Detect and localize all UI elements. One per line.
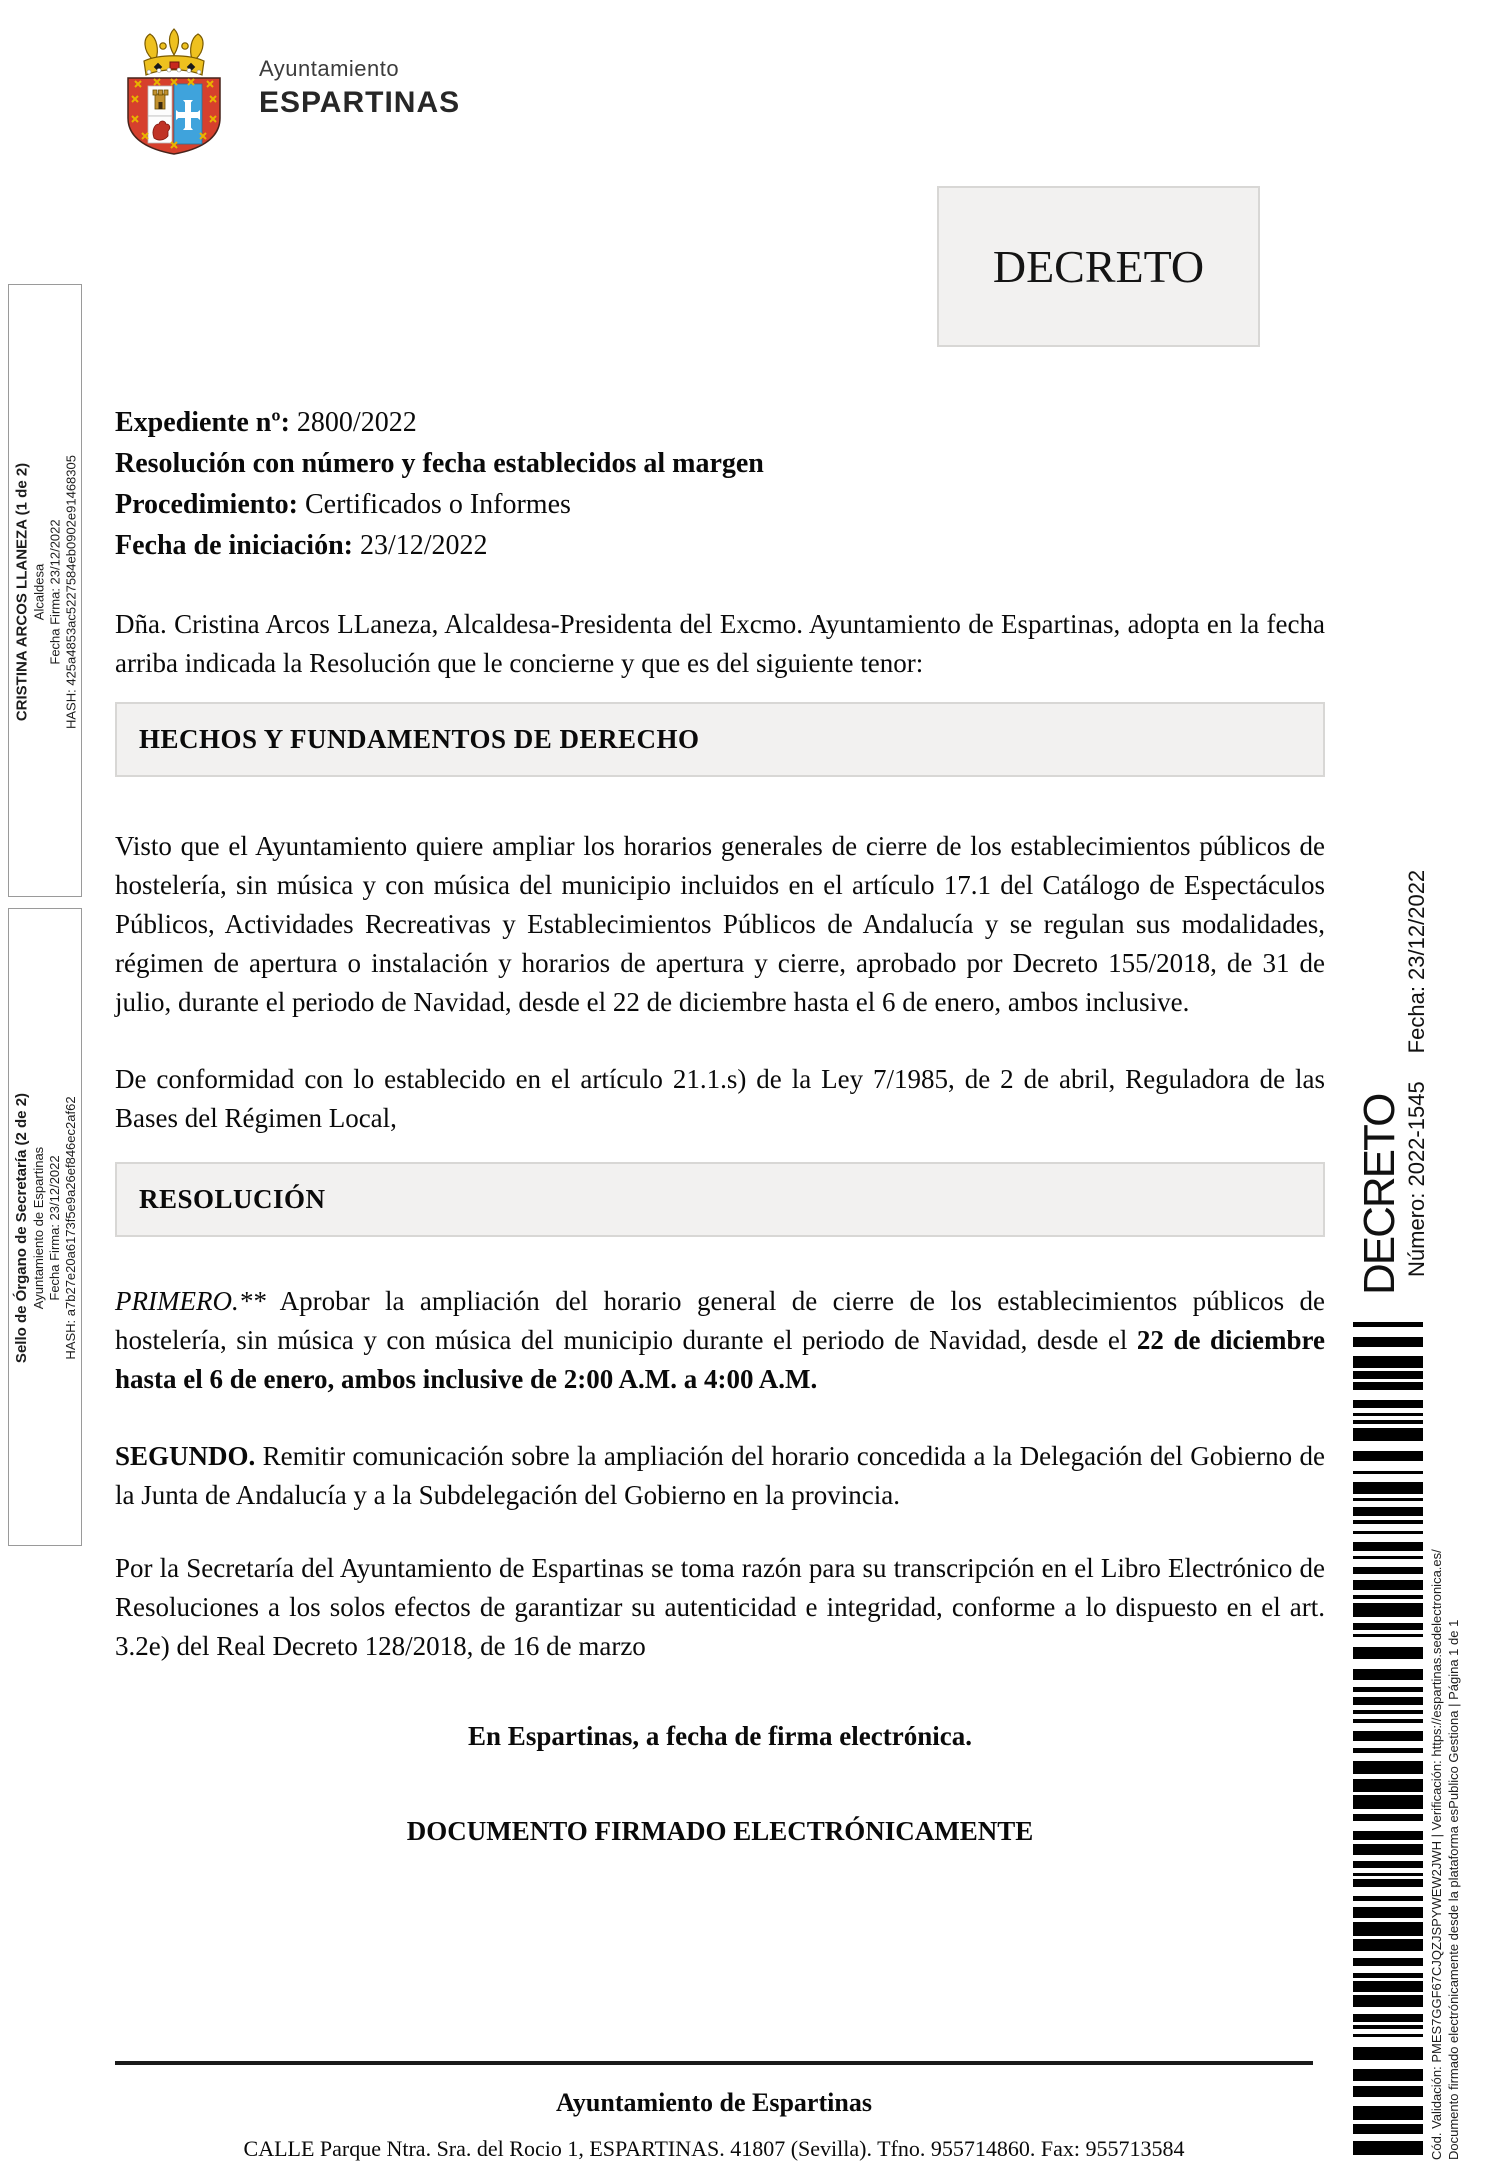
segundo-paragraph: SEGUNDO. Remitir comunicación sobre la ampliación del horario concedida a la Delegación del Gobierno de la Junta de Andalucía y a la Subdelegación del Gobierno en la provincia. bbox=[115, 1441, 1325, 1510]
signature-stamp-secretaria bbox=[8, 908, 82, 1546]
stamp2-role: Ayuntamiento de Espartinas bbox=[31, 1146, 46, 1310]
section-hechos-header: HECHOS Y FUNDAMENTOS DE DERECHO bbox=[115, 702, 1325, 777]
stamp1-role: Alcaldesa bbox=[31, 563, 46, 620]
document-body bbox=[115, 0, 1325, 1851]
validation-code-line: Cód. Validación: PMES7GGF67CJQZJSPYWEW2JWH | Verificación: https://espartinas.sedelectronica.es/ bbox=[1429, 1549, 1444, 2160]
stamp2-name: Sello de Órgano de Secretaría (2 de 2) bbox=[13, 1092, 30, 1364]
decreto-title: DECRETO bbox=[992, 241, 1205, 292]
margin-fecha: Fecha: 23/12/2022 bbox=[1404, 869, 1429, 1054]
primero-paragraph: PRIMERO.** Aprobar la ampliación del horario general de cierre de los establecimientos públicos de hostelería, sin música y con música del municipio durante el periodo de Navidad, desde el 22 de diciembre hasta el 6 de enero, ambos inclusive de 2:00 A.M. a 4:00 A.M. bbox=[115, 1286, 1325, 1394]
expediente-block bbox=[115, 402, 1325, 566]
segundo-label: SEGUNDO. bbox=[115, 1441, 256, 1471]
signed-electronically-line: DOCUMENTO FIRMADO ELECTRÓNICAMENTE bbox=[406, 1816, 1034, 1846]
fecha-iniciacion-line: Fecha de iniciación: 23/12/2022 bbox=[115, 530, 488, 561]
stamp2-date: Fecha Firma: 23/12/2022 bbox=[47, 1155, 62, 1301]
platform-line: Documento firmado electrónicamente desde la plataforma esPublico Gestiona | Página 1 de 1 bbox=[1446, 1619, 1461, 2160]
footer-divider bbox=[115, 2061, 1313, 2065]
procedimiento-line: Procedimiento: Certificados o Informes bbox=[115, 489, 571, 520]
logo-org-name: ESPARTINAS bbox=[259, 86, 461, 119]
stamp2-hash: HASH: a7b27e20a6173f5e9a26ef846ec2af62 bbox=[63, 1096, 78, 1360]
margin-fine-print bbox=[1428, 1385, 1463, 2160]
footer-org-name: Ayuntamiento de Espartinas bbox=[556, 2088, 872, 2117]
stamp1-name: CRISTINA ARCOS LLANEZA (1 de 2) bbox=[13, 462, 30, 721]
stamp1-date: Fecha Firma: 23/12/2022 bbox=[47, 518, 62, 665]
secretaria-paragraph: Por la Secretaría del Ayuntamiento de Espartinas se toma razón para su transcripción en el Libro Electrónico de Resoluciones a los solos efectos de garantizar su autenticidad e integridad, conforme a lo dispuesto en el art. 3.2e) del Real Decreto 128/2018, de 16 de marzo bbox=[115, 1553, 1325, 1661]
primero-label: PRIMERO.** bbox=[115, 1286, 266, 1316]
margin-numero-fecha bbox=[1404, 855, 1430, 1277]
resolucion-line: Resolución con número y fecha establecidos al margen bbox=[115, 448, 764, 479]
signature-stamp-alcaldesa bbox=[8, 284, 82, 897]
section-resolucion-header: RESOLUCIÓN bbox=[115, 1162, 1325, 1237]
barcode bbox=[1353, 1322, 1423, 2155]
footer-address: CALLE Parque Ntra. Sra. del Rocio 1, ESPARTINAS. 41807 (Sevilla). Tfno. 955714860. Fax: 955713584 bbox=[243, 2136, 1185, 2161]
stamp1-hash: HASH: 425a4853ac5227584eb0902e91468305 bbox=[63, 454, 78, 729]
margin-decreto-block bbox=[1356, 855, 1432, 1295]
visto-paragraph: Visto que el Ayuntamiento quiere ampliar los horarios generales de cierre de los establecimientos públicos de hostelería, sin música y con música del municipio incluidos en el artículo 17.1 del Catálogo de Espectáculos Públicos, Actividades Recreativas y Establecimientos Públicos de Andalucía y se regulan sus modalidades, régimen de apertura o instalación y horarios de apertura y cierre, aprobado por Decreto 155/2018, de 31 de julio, durante el periodo de Navidad, desde el 22 de diciembre hasta el 6 de enero, ambos inclusive. bbox=[115, 831, 1325, 1017]
intro-paragraph: Dña. Cristina Arcos LLaneza, Alcaldesa-Presidenta del Excmo. Ayuntamiento de Espartinas, adopta en la fecha arriba indicada la Resolución que le concierne y que es del siguiente tenor: bbox=[115, 609, 1325, 678]
margin-numero: Número: 2022-1545 bbox=[1404, 1081, 1429, 1277]
logo-org-type: Ayuntamiento bbox=[259, 56, 400, 81]
place-date-line: En Espartinas, a fecha de firma electrónica. bbox=[468, 1721, 972, 1751]
conformidad-paragraph: De conformidad con lo establecido en el artículo 21.1.s) de la Ley 7/1985, de 2 de abril, Reguladora de las Bases del Régimen Local, bbox=[115, 1064, 1325, 1133]
margin-doc-type: DECRETO bbox=[1355, 1094, 1404, 1295]
expediente-line: Expediente nº: 2800/2022 bbox=[115, 407, 417, 438]
